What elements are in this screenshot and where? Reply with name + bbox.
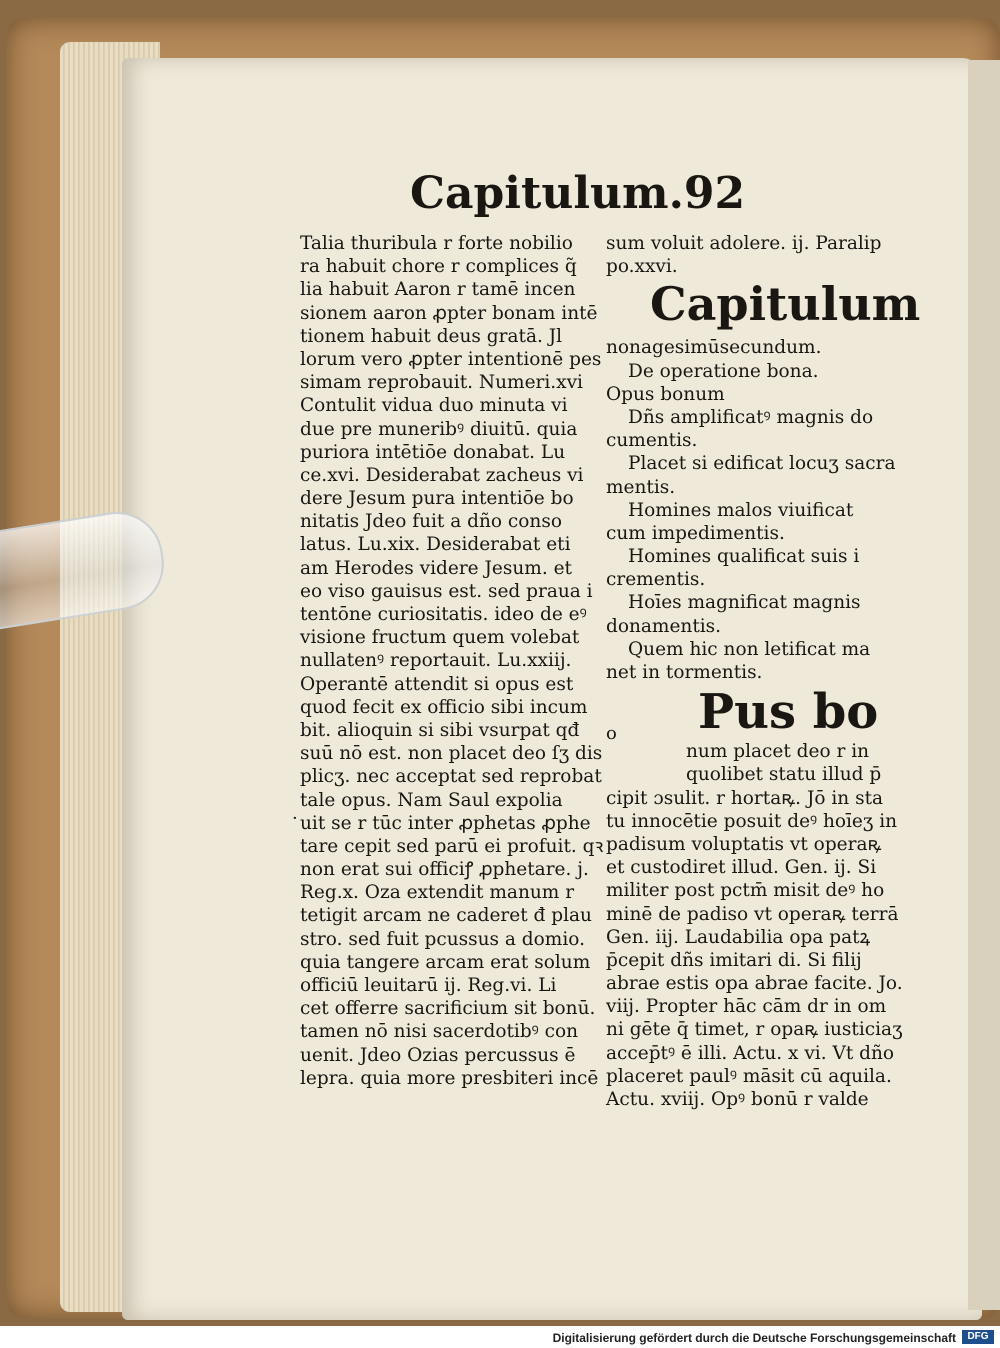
verse-line: crementis. bbox=[606, 569, 706, 591]
text-line: bit. alioquin si sibi vsurpat qđ bbox=[300, 719, 580, 741]
text-line: nullatenꝰ reportauit. Lu.xxiij. bbox=[300, 650, 572, 672]
text-line: sum voluit adolere. ij. Paralip bbox=[606, 233, 882, 254]
running-title: Capitulum.92 bbox=[410, 168, 746, 219]
text-line: cipit ɔsulit. r hortaꝶ. Jō in sta bbox=[606, 787, 884, 809]
text-line: ce.xvi. Desiderabat zacheus vi bbox=[300, 464, 584, 486]
verse-line: Dñs amplificatꝰ magnis do bbox=[628, 406, 874, 428]
text-line: due pre muneribꝰ diuitū. quia bbox=[300, 418, 578, 440]
text-line: visione fructum quem volebat bbox=[300, 627, 580, 649]
text-line: suū nō est. non placet deo ſʒ dis bbox=[300, 743, 603, 765]
text-line: tionem habuit deus gratā. Jl bbox=[300, 325, 563, 347]
text-line: Talia thuribula r forte nobilio bbox=[300, 233, 573, 254]
text-line: tale opus. Nam Saul expolia bbox=[300, 789, 563, 811]
text-line: num placet deo r in bbox=[686, 741, 870, 763]
text-line: tentōne curiositatis. ideo de eꝰ bbox=[300, 604, 587, 625]
text-line: Contulit vidua duo minuta vi bbox=[300, 395, 568, 417]
text-line: latus. Lu.xix. Desiderabat eti bbox=[300, 534, 571, 556]
text-line: lorum vero ꝓpter intentionē pes bbox=[300, 348, 602, 370]
text-line: abrae estis opa abrae facite. Jo. bbox=[606, 973, 903, 995]
text-line: sionem aaron ꝓpter bonam intē bbox=[300, 302, 598, 324]
verse-line: mentis. bbox=[606, 476, 676, 498]
text-line: puriora intētiōe donabat. Lu bbox=[300, 441, 566, 463]
text-line: Actu. xviij. Opꝰ bonū r valde bbox=[606, 1089, 869, 1110]
text-line: viij. Propter hāc cām dr in om bbox=[606, 996, 887, 1018]
verse-line: Opus bonum bbox=[606, 383, 725, 405]
verse-line: net in tormentis. bbox=[606, 662, 763, 683]
text-line: p̄cepit dñs imitari di. Si filij bbox=[606, 949, 862, 971]
verse-line: Quem hic non letificat ma bbox=[628, 638, 871, 660]
verse-line: cumentis. bbox=[606, 430, 698, 452]
text-line: uit se r tūc inter ꝓphetas ꝓphe bbox=[300, 812, 591, 834]
text-line: placeret paulꝰ māsit cū aquila. bbox=[606, 1065, 892, 1087]
verse-line: Homines qualificat suis i bbox=[628, 546, 860, 568]
dfg-logo: DFG bbox=[962, 1330, 994, 1344]
text-line: quia tangere arcam erat solum bbox=[300, 951, 591, 973]
text-line: cet offerre sacrificium sit bonū. bbox=[300, 998, 596, 1020]
text-line: simam reprobauit. Numeri.xvi bbox=[300, 372, 583, 394]
verse-line: Hoīes magnificat magnis bbox=[628, 592, 861, 614]
left-column bbox=[300, 232, 604, 1090]
text-line: Operantē attendit si opus est bbox=[300, 673, 574, 695]
right-column bbox=[606, 232, 921, 1111]
text-line: tu innocētie posuit deꝰ hoīeʒ in bbox=[606, 810, 898, 832]
text-line: officiū leuitarū ij. Reg.vi. Li bbox=[300, 975, 557, 996]
chapter-subheading: nonagesimūsecundum. bbox=[606, 337, 822, 359]
text-line: tamen nō nisi sacerdotibꝰ con bbox=[300, 1021, 579, 1043]
verse-line: donamentis. bbox=[606, 615, 722, 637]
next-page-edge bbox=[968, 60, 1000, 1310]
chapter-topic: De operatione bona. bbox=[628, 360, 819, 382]
text-line: Reg.x. Oza extendit manum r bbox=[300, 882, 575, 904]
text-line: minē de padiso vt operaꝶ terrā bbox=[606, 903, 899, 925]
text-line: non erat sui officiꝭ ꝓphetare. j. bbox=[300, 859, 589, 881]
text-line: plicʒ. nec acceptat sed reprobat bbox=[300, 766, 602, 788]
text-line: uenit. Jdeo Ozias percussus ē bbox=[300, 1044, 576, 1066]
text-line: dere Jesum pura intentiōe bo bbox=[300, 488, 574, 510]
text-line: lia habuit Aaron r tamē incen bbox=[300, 279, 576, 301]
text-line: eo viso gauisus est. sed praua i bbox=[300, 580, 593, 602]
text-line: Gen. iij. Laudabilia opa patꝝ bbox=[606, 926, 871, 948]
verse-line: cum impedimentis. bbox=[606, 522, 785, 544]
decorated-initial: Pus bo bbox=[698, 684, 879, 741]
chapter-heading: Capitulum bbox=[650, 277, 921, 332]
initial-block bbox=[606, 684, 886, 745]
text-line: lepra. quia more presbiteri incē bbox=[300, 1067, 599, 1089]
text-line: am Herodes videre Jesum. et bbox=[300, 557, 572, 579]
text-line: ni gēte q̄ timet, r opaꝶ iusticiaʒ bbox=[606, 1019, 903, 1041]
text-line: tare cepit sed parū ei profuit. qꝛ bbox=[300, 835, 604, 857]
text-line: militer post pctm̄ misit deꝰ ho bbox=[606, 880, 885, 902]
text-line: stro. sed fuit pcussus a domio. bbox=[300, 928, 585, 950]
footer-credit: Digitalisierung gefördert durch die Deutsche Forschungsgemeinschaft bbox=[552, 1331, 956, 1345]
marginal-mark: · bbox=[292, 808, 298, 829]
initial-small-letter: o bbox=[606, 723, 617, 745]
text-line: tetigit arcam ne caderet đ plau bbox=[300, 905, 592, 927]
text-line: quod fecit ex officio sibi incum bbox=[300, 696, 588, 718]
text-line: po.xxvi. bbox=[606, 256, 678, 278]
text-line: quolibet statu illud p̄ bbox=[686, 764, 882, 786]
verse-line: Homines malos viuificat bbox=[628, 499, 854, 521]
verse-line: Placet si edificat locuʒ sacra bbox=[628, 453, 896, 475]
text-line: accep̄tꝰ ē illi. Actu. x vi. Vt dño bbox=[606, 1042, 895, 1064]
text-line: et custodiret illud. Gen. ij. Si bbox=[606, 857, 877, 879]
text-line: padisum voluptatis vt operaꝶ bbox=[606, 833, 882, 855]
text-line: ra habuit chore r complices q̃ bbox=[300, 256, 577, 278]
text-line: nitatis Jdeo fuit a dño conso bbox=[300, 511, 562, 533]
